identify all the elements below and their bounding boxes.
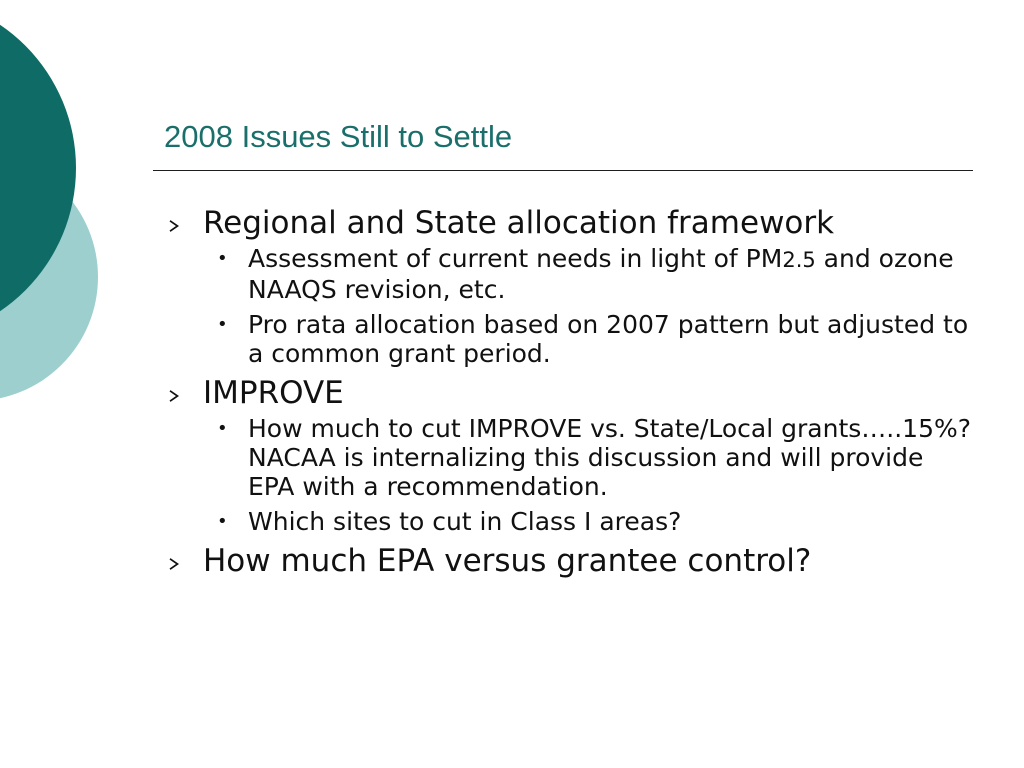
sub-bullet-item: [163, 507, 973, 536]
bullet-text: Regional and State allocation framework: [203, 205, 835, 241]
bullet-item: [163, 542, 973, 580]
sub-bullet-text: Which sites to cut in Class I areas?: [248, 507, 682, 536]
dot-bullet-icon: •: [217, 511, 228, 532]
pm-subscript: 2.5: [782, 248, 816, 272]
sub-bullet-item: [163, 310, 973, 368]
bullet-item: [163, 204, 973, 368]
bullet-text: How much EPA versus grantee control?: [203, 543, 812, 579]
sub-bullet-text: Assessment of current needs in light of PM: [248, 244, 783, 273]
bullet-text: IMPROVE: [203, 375, 344, 411]
bullet-item: [163, 374, 973, 536]
title-divider: [153, 170, 973, 171]
dot-bullet-icon: •: [217, 418, 228, 439]
bullet-list: [163, 204, 973, 586]
sub-bullet-item: [163, 414, 973, 501]
sub-bullet-text-continued: and ozone NAAQS revision, etc.: [248, 244, 954, 304]
sub-bullet-text: How much to cut IMPROVE vs. State/Local grants…..15%? NACAA is internalizing this discussion and will provide EPA with a recommendation.: [248, 414, 971, 501]
sub-bullet-text: Pro rata allocation based on 2007 pattern but adjusted to a common grant period.: [248, 310, 969, 368]
sub-bullet-item: [163, 244, 973, 304]
sub-bullet-list: [203, 414, 973, 536]
dot-bullet-icon: •: [217, 248, 228, 269]
slide-title: 2008 Issues Still to Settle: [164, 119, 513, 154]
sub-bullet-list: [203, 244, 973, 368]
dot-bullet-icon: •: [217, 314, 228, 335]
